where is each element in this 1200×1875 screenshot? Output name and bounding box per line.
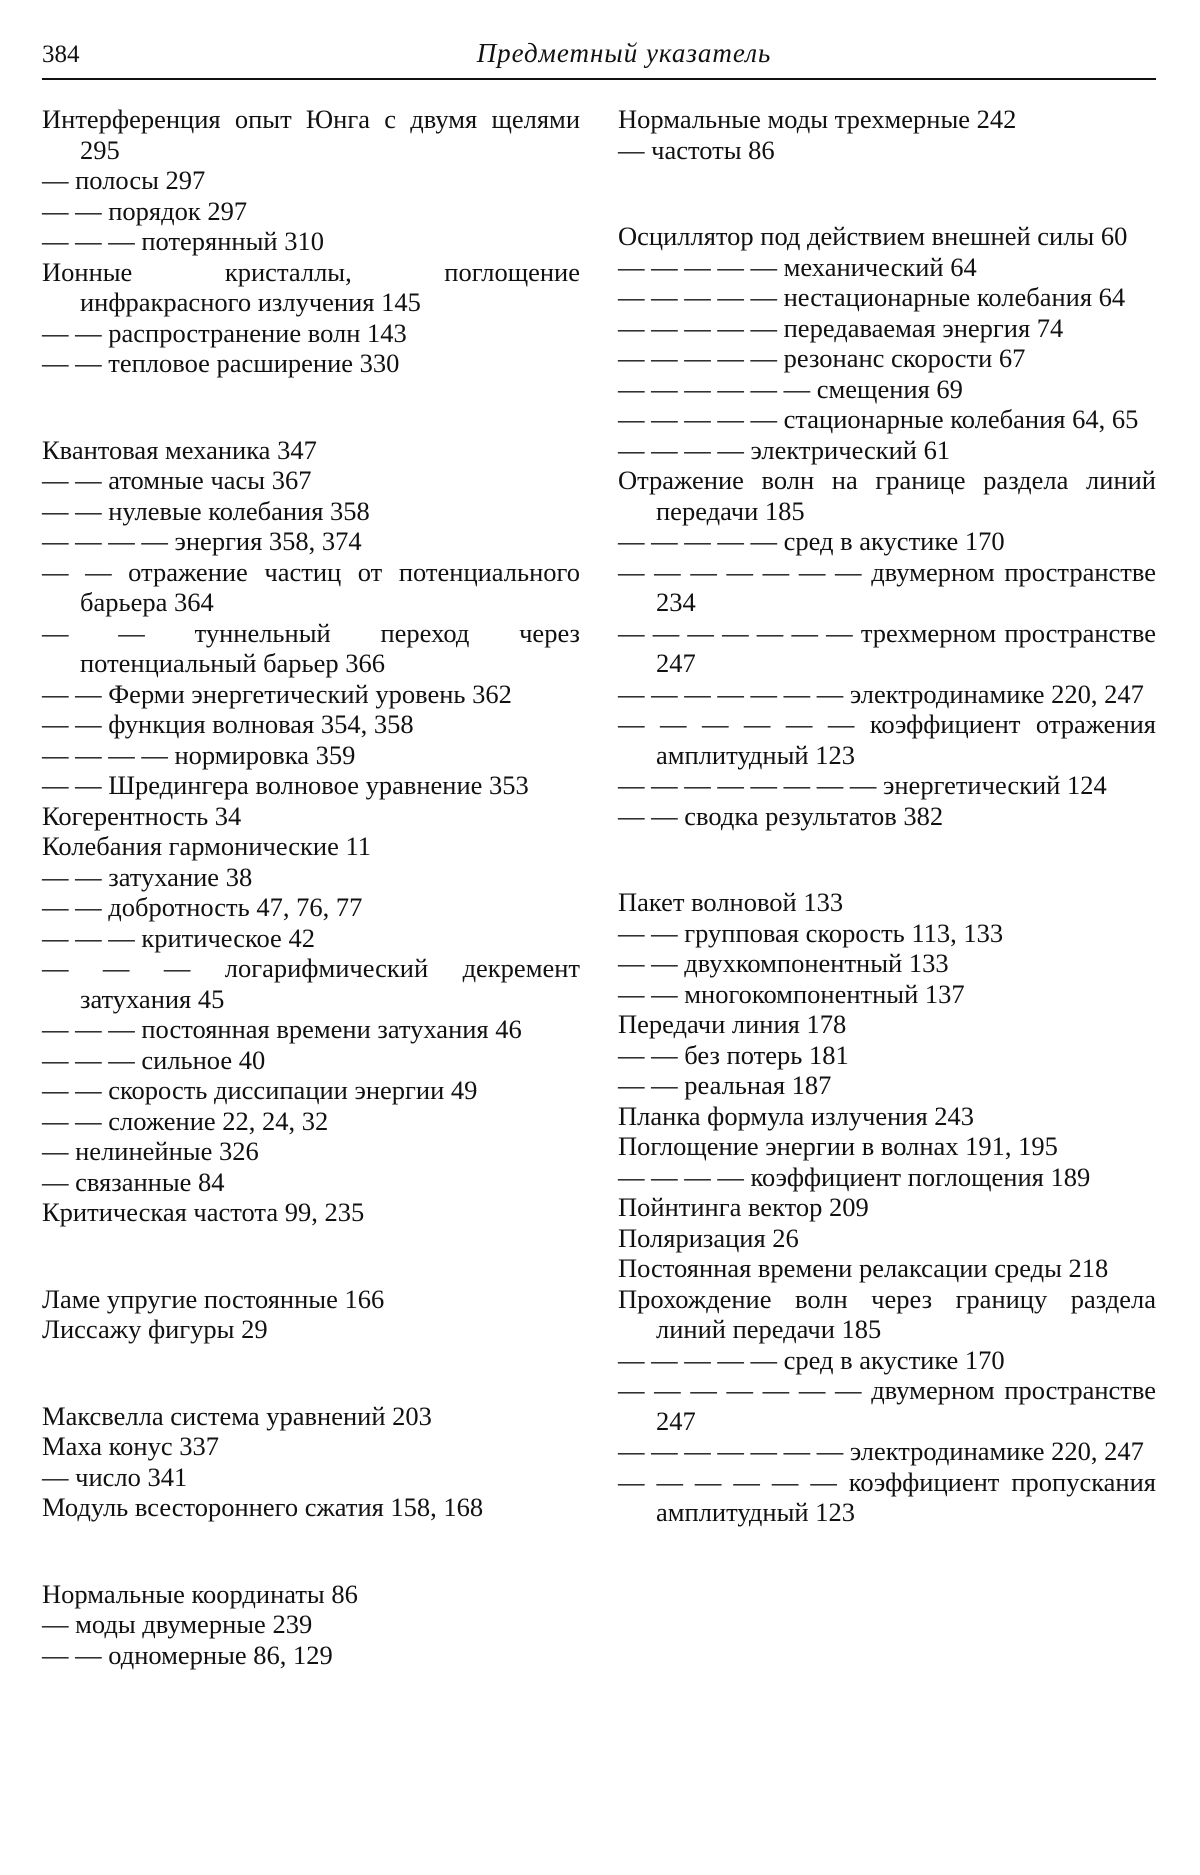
index-entry: — число 341 [42,1461,188,1492]
index-entry: Нормальные моды трехмерные 242 [618,104,1017,134]
index-entry: — связанные 84 [42,1166,225,1197]
index-entry: — — атомные часы 367 [42,465,312,495]
group-gap [42,1523,580,1579]
index-entry: Поглощение энергии в волнах 191, 195 [618,1131,1058,1161]
index-entry: Планка формула излучения 243 [618,1100,975,1131]
index-entry: — — — — — — — двумерном пространстве 247 [618,1375,1156,1436]
index-entry: — — — — коэффициент поглощения 189 [618,1161,1091,1192]
index-entry: — — сводка результатов 382 [618,800,944,831]
index-entry: — — — — — — коэффициент отражения амплитудный 123 [618,709,1156,770]
index-entry: — — — — — резонанс скорости 67 [618,343,1026,373]
index-entry: — — Ферми энергетический уровень 362 [42,678,512,709]
index-entry: Пакет волновой 133 [618,887,844,917]
left-column [42,104,580,1670]
index-entry: Квантовая механика 347 [42,434,317,465]
index-entry: Лиссажу фигуры 29 [42,1314,268,1344]
group-gap [42,1345,580,1401]
index-entry: Отражение волн на границе раздела линий передачи 185 [618,465,1156,526]
index-entry: — — — — — — — трехмерном пространстве 247 [618,617,1156,678]
index-entry: Модуль всестороннего сжатия 158, 168 [42,1492,484,1522]
index-entry: Критическая частота 99, 235 [42,1197,365,1227]
index-entry: — — — — — — — электродинамике 220, 247 [618,1436,1144,1466]
index-entry: Максвелла система уравнений 203 [42,1400,432,1431]
index-entry: — — — — — сред в акустике 170 [618,1344,1005,1375]
index-entry: — — — — — передаваемая энергия 74 [618,312,1064,343]
index-entry: — — без потерь 181 [618,1039,849,1070]
index-entry: — — — — — — — — энергетический 124 [618,770,1107,800]
index-entry: — — туннельный переход через потенциальный барьер 366 [42,617,580,678]
index-entry: — — — — — механический 64 [618,251,977,282]
index-entry: — — — — — — смещения 69 [618,373,963,404]
index-entry: — — реальная 187 [618,1070,832,1100]
index-entry: — — отражение частиц от потенциального барьера 364 [42,556,580,617]
index-entry: — — — — — — коэффициент пропускания амплитудный 123 [618,1466,1156,1527]
index-entry: Нормальные координаты 86 [42,1578,358,1609]
index-entry: — — — — — сред в акустике 170 [618,526,1005,556]
index-entry: — частоты 86 [618,134,775,165]
index-entry: — — — сильное 40 [42,1044,266,1075]
index-entry: — — функция волновая 354, 358 [42,709,414,739]
index-entry: — — групповая скорость 113, 133 [618,917,1004,948]
index-entry: — — тепловое расширение 330 [42,348,400,378]
index-entry: — — — — электрический 61 [618,434,951,465]
index-entry: Передачи линия 178 [618,1009,847,1039]
index-entry: — — Шредингера волновое уравнение 353 [42,770,529,800]
index-entry: — нелинейные 326 [42,1136,259,1166]
index-entry: — — — — нормировка 359 [42,739,356,770]
index-entry: Когерентность 34 [42,800,242,831]
index-entry: — — — критическое 42 [42,922,315,953]
index-entry: — — — — энергия 358, 374 [42,526,362,556]
group-gap [618,831,1156,887]
index-entry: — — — — — — — электродинамике 220, 247 [618,678,1144,709]
index-entry: — моды двумерные 239 [42,1609,313,1639]
index-entry: — — — — — нестационарные колебания 64 [618,282,1126,312]
page-number: 384 [42,41,80,68]
index-entry: — — сложение 22, 24, 32 [42,1105,329,1136]
group-gap [42,1228,580,1284]
index-entry: — — порядок 297 [42,195,248,226]
group-gap [618,165,1156,221]
index-entry: Ионные кристаллы, поглощение инфракрасного излучения 145 [42,256,580,317]
index-entry: Пойнтинга вектор 209 [618,1192,869,1222]
index-entry: — — затухание 38 [42,861,253,892]
index-entry: — — — логарифмический декремент затухания 45 [42,953,580,1014]
index-entry: Маха конус 337 [42,1431,219,1461]
index-entry: Прохождение волн через границу раздела линий передачи 185 [618,1283,1156,1344]
index-entry: — — — постоянная времени затухания 46 [42,1014,522,1044]
index-entry: — — одномерные 86, 129 [42,1639,333,1670]
index-columns [42,104,1156,1670]
index-entry: — — — потерянный 310 [42,226,324,256]
index-entry: Осциллятор под действием внешней силы 60 [618,221,1128,251]
index-entry: — — многокомпонентный 137 [618,978,965,1009]
index-entry: Ламе упругие постоянные 166 [42,1283,385,1314]
index-entry: — — двухкомпонентный 133 [618,948,949,978]
index-entry: Постоянная времени релаксации среды 218 [618,1253,1109,1283]
page-header [42,38,1156,80]
index-entry: — — — — — — — двумерном пространстве 234 [618,556,1156,617]
index-entry: Поляризация 26 [618,1222,799,1253]
index-entry: — — распространение волн 143 [42,317,407,348]
right-column [618,104,1156,1670]
index-entry: — — скорость диссипации энергии 49 [42,1075,478,1105]
index-entry: — — — — — стационарные колебания 64, 65 [618,404,1139,434]
index-entry: Интерференция опыт Юнга с двумя щелями 295 [42,104,580,165]
index-entry: — полосы 297 [42,165,206,195]
group-gap [42,379,580,435]
running-title: Предметный указатель [476,38,772,68]
index-entry: — — добротность 47, 76, 77 [42,892,363,922]
index-entry: — — нулевые колебания 358 [42,495,370,526]
index-entry: Колебания гармонические 11 [42,831,371,861]
